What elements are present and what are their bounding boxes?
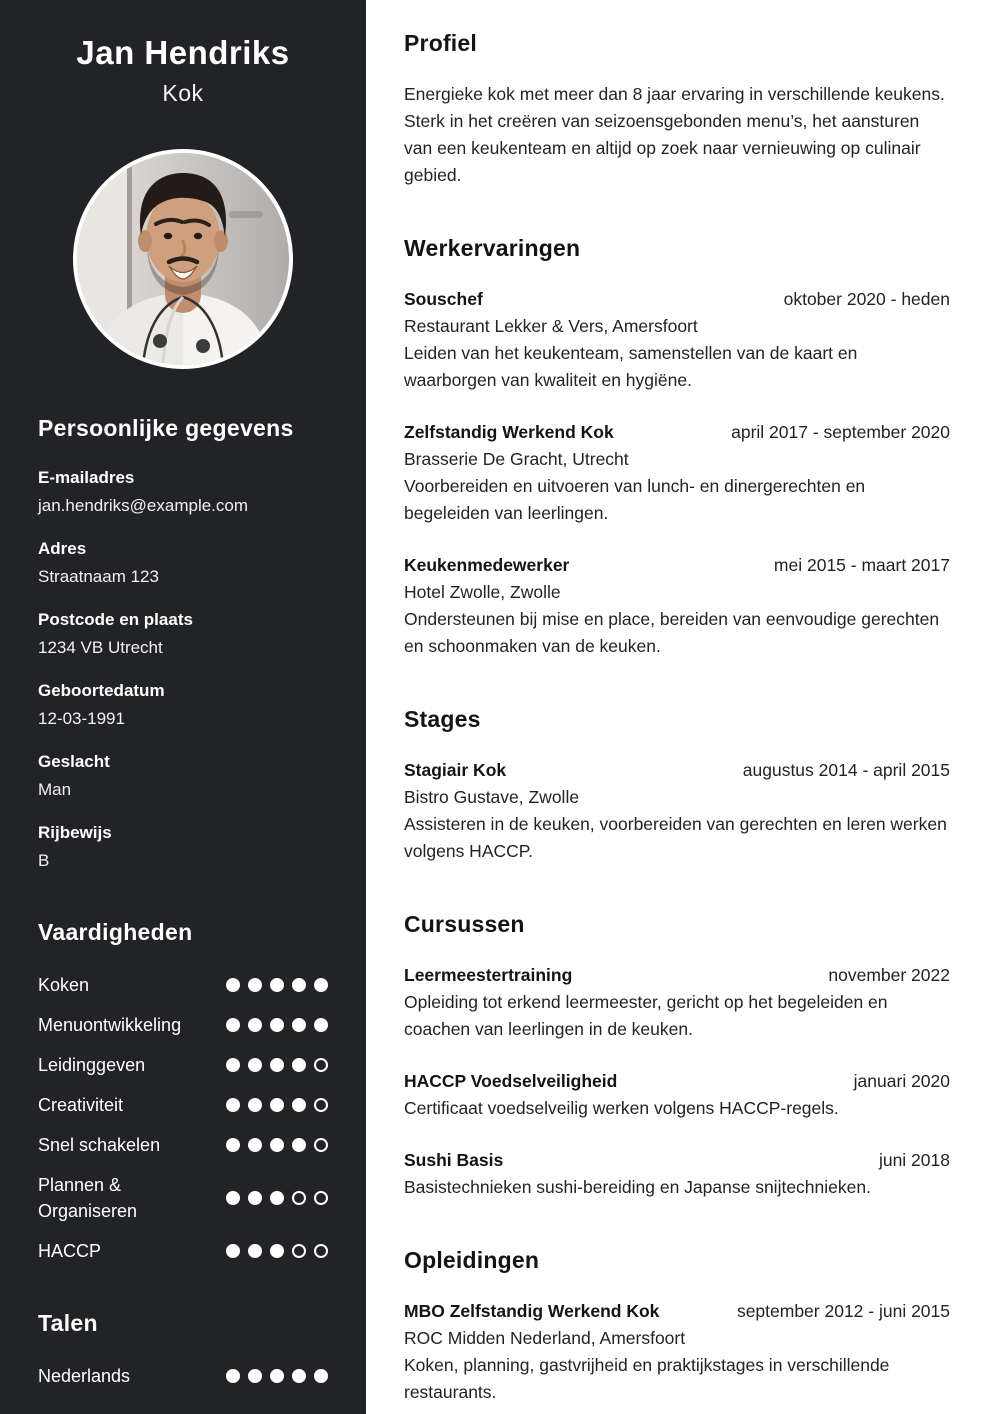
entry-title: Leermeestertraining [404,965,573,985]
rating-dot-filled [292,1369,306,1383]
rating-dot-filled [270,1098,284,1112]
entry-date: juni 2018 [878,1150,950,1170]
skill-row-creativiteit [38,1092,328,1118]
skill-row-leidinggeven [38,1052,328,1078]
entry-date: januari 2020 [853,1071,950,1091]
field-gender [38,752,328,802]
skill-row-plannen-organiseren [38,1172,328,1224]
rating-dot-filled [314,1369,328,1383]
entry-description: Voorbereiden en uitvoeren van lunch- en dinergerechten en begeleiden van leerlingen. [404,476,866,523]
entry-description: Basistechnieken sushi-bereiding en Japanse snijtechnieken. [404,1177,871,1197]
language-rating-dots [226,1369,328,1383]
field-label: E-mailadres [38,467,135,487]
entry-head [404,1068,950,1095]
profile-heading: Profiel [404,30,477,56]
rating-dot-empty [292,1244,306,1258]
skill-rating-dots [226,1018,328,1032]
course-entry [404,1068,950,1122]
rating-dot-filled [248,1138,262,1152]
skill-row-haccp [38,1238,328,1264]
entry-description: Ondersteunen bij mise en place, bereiden van eenvoudige gerechten en schoonmaken van de keuken. [404,609,940,656]
skill-rating-dots [226,1191,328,1205]
entry-head [404,286,950,313]
entry-description: Leiden van het keukenteam, samenstellen van de kaart en waarborgen van kwaliteit en hygiëne. [404,343,858,390]
rating-dot-empty [314,1138,328,1152]
rating-dot-empty [314,1098,328,1112]
rating-dot-filled [314,1018,328,1032]
entry-title: Sushi Basis [404,1150,504,1170]
rating-dot-filled [248,1244,262,1258]
rating-dot-empty [314,1191,328,1205]
entry-title: Souschef [404,289,483,309]
course-entry [404,962,950,1043]
education-section [404,1247,950,1406]
languages-heading: Talen [38,1310,98,1337]
entry-date: april 2017 - september 2020 [731,422,950,442]
skill-label: Plannen & Organiseren [38,1175,138,1222]
rating-dot-filled [226,1058,240,1072]
experience-entry [404,419,950,527]
rating-dot-filled [314,978,328,992]
entry-company: Brasserie De Gracht, Utrecht [404,449,629,469]
entry-title: Zelfstandig Werkend Kok [404,422,614,442]
field-postcode-city [38,610,328,660]
skill-row-snel-schakelen [38,1132,328,1158]
rating-dot-filled [226,1369,240,1383]
entry-title: Stagiair Kok [404,760,507,780]
skill-rating-dots [226,1058,328,1072]
entry-title: MBO Zelfstandig Werkend Kok [404,1301,660,1321]
skills-section [38,919,328,1265]
rating-dot-filled [292,978,306,992]
rating-dot-empty [314,1058,328,1072]
skill-rating-dots [226,1244,328,1258]
skills-heading: Vaardigheden [38,918,193,945]
languages-section [38,1310,328,1389]
rating-dot-filled [270,1191,284,1205]
field-label: Adres [38,538,87,558]
skill-label: Snel schakelen [38,1134,161,1155]
chef-portrait-illustration [77,153,289,365]
main-content [366,0,1000,1414]
profile-section [404,30,950,189]
rating-dot-filled [292,1098,306,1112]
rating-dot-filled [226,1244,240,1258]
entry-company: ROC Midden Nederland, Amersfoort [404,1328,686,1348]
entry-company: Restaurant Lekker & Vers, Amersfoort [404,316,698,336]
experience-heading: Werkervaringen [404,235,581,261]
rating-dot-filled [248,978,262,992]
entry-head [404,1147,950,1174]
sidebar [0,0,366,1414]
person-role: Kok [162,79,204,106]
rating-dot-filled [270,978,284,992]
field-value: B [38,850,50,870]
entry-title: HACCP Voedselveiligheid [404,1071,618,1091]
skill-rating-dots [226,978,328,992]
courses-section [404,911,950,1201]
profile-text: Energieke kok met meer dan 8 jaar ervaring in verschillende keukens. Sterk in het creëren van seizoensgebonden menu’s, het aansturen van een keukenteam en altijd op zoek naar vernieuwing op culinair gebied. [404,84,945,185]
field-value: 1234 VB Utrecht [38,637,163,657]
entry-head [404,419,950,446]
skill-rating-dots [226,1098,328,1112]
entry-company: Hotel Zwolle, Zwolle [404,582,561,602]
experience-entry [404,286,950,394]
field-label: Rijbewijs [38,822,112,842]
person-name: Jan Hendriks [76,34,290,71]
personal-details-heading: Persoonlijke gegevens [38,414,294,441]
skill-row-koken [38,972,328,998]
rating-dot-filled [270,1138,284,1152]
entry-description: Opleiding tot erkend leermeester, gericht op het begeleiden en coachen van leerlingen in de keuken. [404,992,888,1039]
rating-dot-filled [226,1138,240,1152]
field-label: Geboortedatum [38,680,165,700]
entry-date: oktober 2020 - heden [783,289,950,309]
internships-section [404,706,950,865]
rating-dot-filled [248,1191,262,1205]
rating-dot-filled [270,1058,284,1072]
internships-heading: Stages [404,706,481,732]
rating-dot-filled [248,1098,262,1112]
field-value: Man [38,779,72,799]
rating-dot-filled [226,1018,240,1032]
rating-dot-filled [226,1191,240,1205]
rating-dot-filled [226,1098,240,1112]
entry-date: november 2022 [828,965,950,985]
rating-dot-empty [314,1244,328,1258]
skill-label: Menuontwikkeling [38,1014,182,1035]
entry-head [404,1298,950,1325]
rating-dot-filled [270,1244,284,1258]
language-label: Nederlands [38,1366,131,1387]
education-heading: Opleidingen [404,1247,540,1273]
field-label: Geslacht [38,751,110,771]
rating-dot-filled [248,1018,262,1032]
skill-row-menuontwikkeling [38,1012,328,1038]
field-birthdate [38,681,328,731]
field-email [38,468,328,518]
rating-dot-filled [292,1138,306,1152]
field-drivers-license [38,823,328,873]
entry-description: Koken, planning, gastvrijheid en praktijkstages in verschillende restaurants. [404,1355,890,1402]
field-address [38,539,328,589]
profile-photo [73,149,293,369]
entry-date: september 2012 - juni 2015 [736,1301,950,1321]
personal-details-section [38,415,328,873]
experience-entry [404,552,950,660]
internship-entry [404,757,950,865]
rating-dot-filled [226,978,240,992]
field-value: 12-03-1991 [38,708,125,728]
rating-dot-filled [292,1018,306,1032]
rating-dot-filled [270,1369,284,1383]
field-label: Postcode en plaats [38,609,193,629]
skill-label: HACCP [38,1241,102,1262]
entry-title: Keukenmedewerker [404,555,570,575]
entry-description: Assisteren in de keuken, voorbereiden van gerechten en leren werken volgens HACCP. [404,814,947,861]
rating-dot-filled [248,1058,262,1072]
entry-head [404,962,950,989]
entry-company: Bistro Gustave, Zwolle [404,787,580,807]
entry-date: mei 2015 - maart 2017 [773,555,950,575]
skill-label: Koken [38,974,90,995]
entry-head [404,757,950,784]
rating-dot-empty [292,1191,306,1205]
language-row-nederlands [38,1363,328,1389]
entry-head [404,552,950,579]
field-value: Straatnaam 123 [38,566,159,586]
courses-heading: Cursussen [404,911,525,937]
rating-dot-filled [292,1058,306,1072]
education-entry [404,1298,950,1406]
skill-rating-dots [226,1138,328,1152]
entry-date: augustus 2014 - april 2015 [742,760,950,780]
course-entry [404,1147,950,1201]
rating-dot-filled [248,1369,262,1383]
rating-dot-filled [270,1018,284,1032]
field-value: jan.hendriks@example.com [38,495,249,515]
entry-description: Certificaat voedselveilig werken volgens HACCP-regels. [404,1098,839,1118]
skill-label: Creativiteit [38,1094,124,1115]
skill-label: Leidinggeven [38,1054,146,1075]
experience-section [404,235,950,660]
